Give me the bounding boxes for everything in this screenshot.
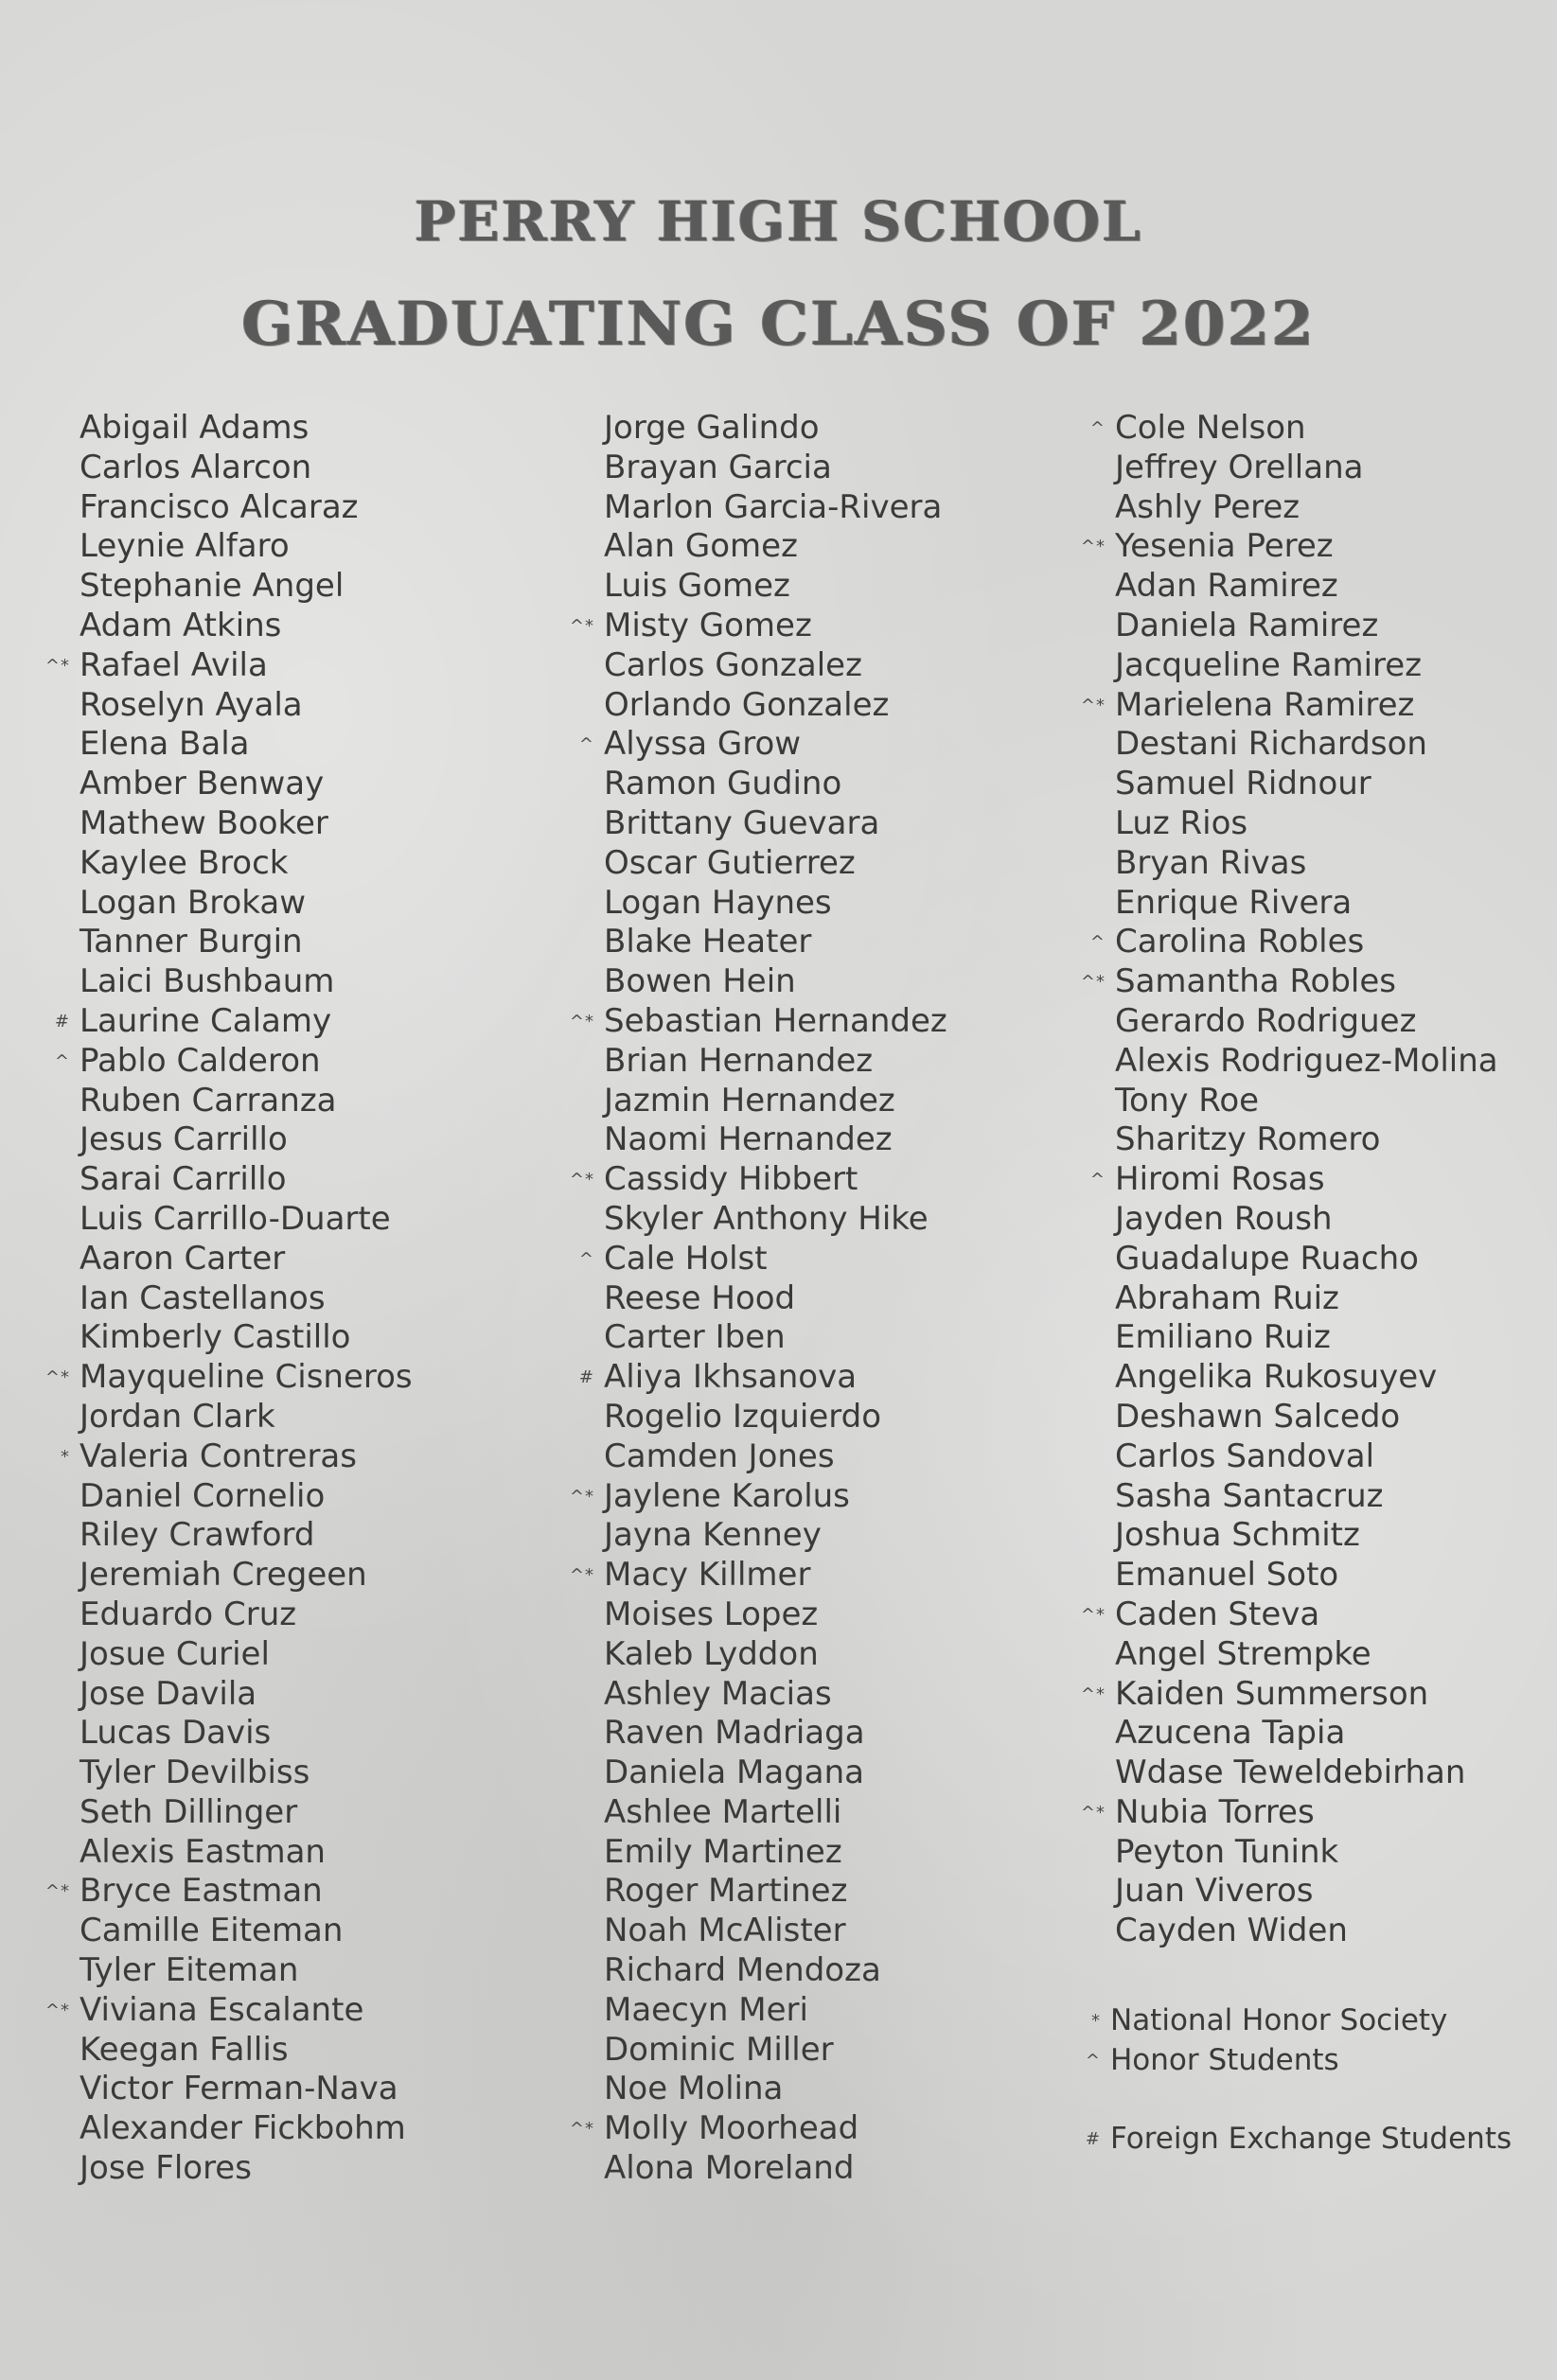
graduate-name: Camden Jones bbox=[604, 1437, 835, 1475]
graduate-entry bbox=[1080, 685, 1498, 726]
graduate-name: Juan Viveros bbox=[1115, 1872, 1314, 1911]
graduate-entry bbox=[80, 1398, 413, 1437]
legend bbox=[1085, 2001, 1513, 2160]
graduate-entry bbox=[604, 2031, 947, 2071]
graduate-name: Misty Gomez bbox=[604, 606, 812, 644]
graduate-entry bbox=[604, 765, 947, 804]
graduate-entry bbox=[604, 1120, 947, 1160]
graduate-entry bbox=[604, 1595, 947, 1635]
graduate-name: Brittany Guevara bbox=[604, 803, 880, 842]
graduate-entry bbox=[1115, 607, 1498, 646]
graduate-entry bbox=[1115, 1240, 1498, 1279]
graduate-name: Jose Flores bbox=[80, 2149, 252, 2188]
graduate-entry bbox=[80, 1318, 413, 1358]
graduate-entry bbox=[604, 1793, 947, 1833]
honor-mark: ^* bbox=[569, 1565, 594, 1586]
graduate-entry bbox=[604, 1318, 947, 1358]
graduate-name: Ashly Perez bbox=[1115, 487, 1300, 526]
graduate-entry bbox=[80, 962, 413, 1002]
graduate-name: Richard Mendoza bbox=[604, 1951, 881, 1990]
graduate-name: Blake Heater bbox=[604, 923, 812, 961]
graduate-name: Carter Iben bbox=[604, 1318, 786, 1357]
graduate-name: Yesenia Perez bbox=[1115, 527, 1334, 566]
graduate-name: Maecyn Meri bbox=[604, 1990, 808, 2029]
graduate-name: Guadalupe Ruacho bbox=[1115, 1239, 1419, 1278]
graduate-name: Deshawn Salcedo bbox=[1115, 1397, 1401, 1436]
graduate-name: Stephanie Angel bbox=[80, 567, 345, 606]
honor-mark: ^ bbox=[1089, 932, 1106, 953]
graduate-name: Daniel Cornelio bbox=[80, 1476, 326, 1515]
graduate-entry bbox=[1115, 1635, 1498, 1675]
graduate-name: Jorge Galindo bbox=[604, 409, 820, 447]
graduate-entry bbox=[604, 1872, 947, 1912]
graduate-entry bbox=[1089, 1160, 1498, 1200]
graduate-entry bbox=[1115, 1516, 1498, 1556]
graduate-name: Gerardo Rodriguez bbox=[1115, 1001, 1417, 1040]
graduate-name: Cale Holst bbox=[604, 1239, 768, 1278]
graduate-entry bbox=[604, 686, 947, 726]
graduate-name: Marielena Ramirez bbox=[1115, 685, 1415, 724]
graduate-name: Noah McAlister bbox=[604, 1912, 846, 1950]
graduate-entry bbox=[80, 1120, 413, 1160]
graduate-entry bbox=[604, 409, 947, 449]
graduate-name: Victor Ferman-Nava bbox=[80, 2070, 398, 2108]
graduate-name: Macy Killmer bbox=[604, 1556, 811, 1595]
graduate-entry bbox=[80, 1951, 413, 1991]
graduate-name: Mathew Booker bbox=[80, 803, 328, 842]
graduate-entry bbox=[80, 844, 413, 884]
graduate-entry bbox=[1115, 1556, 1498, 1595]
honor-mark: ^* bbox=[1080, 1604, 1106, 1625]
graduate-name: Laici Bushbaum bbox=[80, 962, 335, 1001]
graduate-name: Logan Brokaw bbox=[80, 883, 307, 922]
honor-mark: ^* bbox=[44, 2000, 70, 2020]
names-column-3 bbox=[1080, 409, 1498, 1951]
graduate-entry bbox=[80, 2031, 413, 2071]
graduate-entry bbox=[604, 1833, 947, 1873]
graduate-name: Kaiden Summerson bbox=[1115, 1674, 1429, 1713]
graduate-name: Roselyn Ayala bbox=[80, 685, 303, 724]
honor-mark: ^* bbox=[569, 1486, 594, 1507]
graduate-entry bbox=[1115, 1042, 1498, 1082]
graduate-entry bbox=[1115, 646, 1498, 686]
honor-mark: ^ bbox=[54, 1050, 70, 1071]
graduate-entry bbox=[604, 844, 947, 884]
graduate-entry bbox=[604, 884, 947, 924]
honor-mark: # bbox=[578, 1367, 594, 1388]
graduate-name: Ian Castellanos bbox=[80, 1278, 326, 1317]
graduate-name: Emily Martinez bbox=[604, 1832, 842, 1871]
graduate-entry bbox=[80, 1595, 413, 1635]
graduate-name: Alyssa Grow bbox=[604, 725, 802, 764]
graduate-name: Jazmin Hernandez bbox=[604, 1081, 895, 1119]
graduate-entry bbox=[54, 1041, 413, 1082]
graduate-entry bbox=[1115, 1833, 1498, 1873]
graduate-entry bbox=[604, 449, 947, 488]
honor-mark: ^ bbox=[578, 734, 594, 755]
graduate-entry bbox=[1115, 804, 1498, 844]
graduate-name: Molly Moorhead bbox=[604, 2109, 859, 2148]
graduate-name: Raven Madriaga bbox=[604, 1714, 865, 1753]
graduate-name: Amber Benway bbox=[80, 765, 325, 803]
graduate-entry bbox=[61, 1437, 413, 1477]
graduate-name: Luis Gomez bbox=[604, 567, 790, 606]
graduate-entry bbox=[1115, 1318, 1498, 1358]
graduate-entry bbox=[604, 2070, 947, 2109]
graduate-entry bbox=[80, 884, 413, 924]
graduate-entry bbox=[1080, 1792, 1498, 1833]
graduate-entry bbox=[80, 409, 413, 449]
honor-mark: ^* bbox=[44, 1881, 70, 1902]
graduate-name: Tyler Devilbiss bbox=[80, 1754, 310, 1792]
graduate-entry bbox=[1115, 844, 1498, 884]
graduate-entry bbox=[44, 1872, 413, 1912]
graduate-name: Rafael Avila bbox=[80, 645, 268, 684]
graduate-name: Bowen Hein bbox=[604, 962, 796, 1001]
graduate-name: Aliya Ikhsanova bbox=[604, 1358, 858, 1397]
graduate-name: Brian Hernandez bbox=[604, 1041, 874, 1080]
graduate-name: Luz Rios bbox=[1115, 803, 1248, 842]
legend-mark: * bbox=[1091, 2011, 1101, 2031]
graduate-name: Jesus Carrillo bbox=[80, 1120, 288, 1159]
graduate-name: Oscar Gutierrez bbox=[604, 843, 856, 882]
graduate-name: Azucena Tapia bbox=[1115, 1714, 1346, 1753]
graduate-entry bbox=[569, 606, 947, 646]
graduate-name: Jayna Kenney bbox=[604, 1516, 822, 1555]
honor-mark: ^* bbox=[1080, 1684, 1106, 1704]
graduate-entry bbox=[569, 1556, 947, 1595]
graduate-entry bbox=[569, 2109, 947, 2149]
graduate-entry bbox=[1089, 923, 1498, 962]
graduate-entry bbox=[604, 488, 947, 528]
graduate-entry bbox=[604, 1991, 947, 2031]
graduate-name: Rogelio Izquierdo bbox=[604, 1397, 882, 1436]
graduate-name: Noe Molina bbox=[604, 2070, 784, 2108]
graduate-entry bbox=[1115, 449, 1498, 488]
graduate-name: Aaron Carter bbox=[80, 1239, 286, 1278]
graduate-entry bbox=[604, 1516, 947, 1556]
honor-mark: ^ bbox=[1089, 1170, 1106, 1190]
graduate-entry bbox=[1080, 962, 1498, 1002]
graduate-entry bbox=[80, 686, 413, 726]
graduate-name: Carolina Robles bbox=[1115, 923, 1365, 961]
graduate-entry bbox=[604, 527, 947, 567]
graduate-name: Alexis Rodriguez-Molina bbox=[1115, 1041, 1498, 1080]
graduate-name: Dominic Miller bbox=[604, 2030, 834, 2069]
names-column-1 bbox=[44, 409, 413, 2189]
graduate-entry bbox=[80, 1635, 413, 1675]
graduate-entry bbox=[604, 1675, 947, 1715]
graduate-name: Sebastian Hernandez bbox=[604, 1001, 947, 1040]
graduate-name: Joshua Schmitz bbox=[1115, 1516, 1360, 1555]
graduate-name: Cassidy Hibbert bbox=[604, 1160, 858, 1199]
graduate-name: Angel Strempke bbox=[1115, 1634, 1371, 1673]
graduate-name: Seth Dillinger bbox=[80, 1792, 298, 1831]
graduate-entry bbox=[1115, 488, 1498, 528]
graduate-name: Carlos Sandoval bbox=[1115, 1437, 1375, 1475]
graduate-name: Tanner Burgin bbox=[80, 923, 303, 961]
graduate-entry bbox=[80, 1200, 413, 1240]
graduate-name: Abigail Adams bbox=[80, 409, 310, 447]
graduate-entry bbox=[604, 646, 947, 686]
graduate-entry bbox=[80, 923, 413, 962]
graduate-entry bbox=[80, 1556, 413, 1595]
graduate-name: Jayden Roush bbox=[1115, 1199, 1333, 1238]
graduate-name: Jordan Clark bbox=[80, 1397, 275, 1436]
honor-mark: ^* bbox=[44, 1367, 70, 1388]
legend-label: Honor Students bbox=[1110, 2042, 1339, 2077]
graduate-entry bbox=[604, 567, 947, 607]
graduate-name: Emanuel Soto bbox=[1115, 1556, 1339, 1595]
graduate-entry bbox=[1115, 1872, 1498, 1912]
graduate-entry bbox=[604, 1042, 947, 1082]
honor-mark: ^* bbox=[44, 655, 70, 676]
graduate-name: Sharitzy Romero bbox=[1115, 1120, 1381, 1159]
graduate-name: Kaleb Lyddon bbox=[604, 1634, 819, 1673]
graduate-entry bbox=[569, 1001, 947, 1042]
graduate-name: Daniela Magana bbox=[604, 1754, 864, 1792]
graduate-name: Jacqueline Ramirez bbox=[1115, 645, 1423, 684]
legend-spacer bbox=[1110, 2081, 1512, 2121]
graduate-entry bbox=[44, 645, 413, 686]
legend-item-honor bbox=[1085, 2041, 1512, 2081]
graduate-entry bbox=[80, 2149, 413, 2189]
graduate-name: Pablo Calderon bbox=[80, 1041, 321, 1080]
graduate-entry bbox=[604, 1279, 947, 1319]
graduate-entry bbox=[1115, 1358, 1498, 1398]
graduate-entry bbox=[80, 1714, 413, 1754]
graduate-name: Samantha Robles bbox=[1115, 962, 1397, 1001]
graduate-name: Laurine Calamy bbox=[80, 1001, 332, 1040]
graduate-name: Nubia Torres bbox=[1115, 1792, 1315, 1831]
graduate-name: Elena Bala bbox=[80, 725, 250, 764]
graduate-name: Cayden Widen bbox=[1115, 1912, 1348, 1950]
graduate-entry bbox=[80, 1240, 413, 1279]
graduate-name: Carlos Alarcon bbox=[80, 448, 312, 486]
honor-mark: # bbox=[54, 1011, 70, 1031]
graduate-name: Skyler Anthony Hike bbox=[604, 1199, 929, 1238]
graduate-name: Ashlee Martelli bbox=[604, 1792, 842, 1831]
graduate-name: Mayqueline Cisneros bbox=[80, 1358, 413, 1397]
graduate-entry bbox=[1115, 1398, 1498, 1437]
honor-mark: ^* bbox=[569, 615, 594, 636]
graduate-entry bbox=[80, 2109, 413, 2149]
graduate-entry bbox=[80, 1754, 413, 1793]
graduate-entry bbox=[80, 765, 413, 804]
graduate-name: Samuel Ridnour bbox=[1115, 765, 1371, 803]
graduate-entry bbox=[578, 725, 947, 765]
graduate-entry bbox=[1115, 1912, 1498, 1951]
honor-mark: ^* bbox=[569, 2119, 594, 2140]
graduate-entry bbox=[80, 1477, 413, 1517]
legend-mark: ^ bbox=[1085, 2050, 1101, 2071]
graduate-entry bbox=[578, 1239, 947, 1279]
graduate-entry bbox=[80, 1516, 413, 1556]
graduate-name: Adam Atkins bbox=[80, 606, 282, 644]
graduate-name: Josue Curiel bbox=[80, 1634, 270, 1673]
graduate-entry bbox=[604, 1951, 947, 1991]
graduate-name: Jose Davila bbox=[80, 1674, 257, 1713]
graduate-name: Brayan Garcia bbox=[604, 448, 832, 486]
graduate-entry bbox=[604, 2149, 947, 2189]
graduate-name: Ruben Carranza bbox=[80, 1081, 337, 1119]
graduate-name: Leynie Alfaro bbox=[80, 527, 290, 566]
graduate-entry bbox=[1115, 1002, 1498, 1042]
graduate-entry bbox=[1115, 1279, 1498, 1319]
graduate-entry bbox=[604, 1200, 947, 1240]
graduate-name: Jeremiah Cregeen bbox=[80, 1556, 367, 1595]
honor-mark: ^* bbox=[1080, 972, 1106, 993]
graduate-entry bbox=[80, 1912, 413, 1951]
graduate-name: Keegan Fallis bbox=[80, 2030, 289, 2069]
graduate-entry bbox=[1115, 1714, 1498, 1754]
class-title: GRADUATING CLASS OF 2022 bbox=[241, 289, 1316, 360]
graduate-name: Luis Carrillo-Duarte bbox=[80, 1199, 391, 1238]
graduate-name: Logan Haynes bbox=[604, 883, 832, 922]
graduate-entry bbox=[578, 1358, 947, 1398]
graduate-entry bbox=[1089, 409, 1498, 449]
graduate-name: Tyler Eiteman bbox=[80, 1951, 299, 1990]
graduate-entry bbox=[80, 1160, 413, 1200]
graduate-entry bbox=[80, 2070, 413, 2109]
honor-mark: ^* bbox=[1080, 537, 1106, 557]
graduate-name: Kimberly Castillo bbox=[80, 1318, 351, 1357]
graduate-name: Emiliano Ruiz bbox=[1115, 1318, 1331, 1357]
graduate-entry bbox=[1115, 1200, 1498, 1240]
honor-mark: ^ bbox=[578, 1248, 594, 1269]
legend-label: Foreign Exchange Students bbox=[1110, 2122, 1513, 2157]
graduate-entry bbox=[604, 1635, 947, 1675]
graduate-entry bbox=[1115, 725, 1498, 765]
graduate-name: Reese Hood bbox=[604, 1278, 796, 1317]
graduate-entry bbox=[604, 1912, 947, 1951]
graduate-entry bbox=[604, 1398, 947, 1437]
graduate-entry bbox=[80, 1793, 413, 1833]
graduate-name: Naomi Hernandez bbox=[604, 1120, 893, 1159]
graduate-entry bbox=[80, 804, 413, 844]
graduate-name: Riley Crawford bbox=[80, 1516, 315, 1555]
honor-mark: ^* bbox=[1080, 1802, 1106, 1823]
graduate-name: Cole Nelson bbox=[1115, 409, 1306, 447]
legend-item-exchange bbox=[1085, 2120, 1513, 2160]
graduate-entry bbox=[80, 449, 413, 488]
graduate-entry bbox=[1115, 884, 1498, 924]
graduate-entry bbox=[80, 1082, 413, 1121]
graduate-entry bbox=[604, 1714, 947, 1754]
graduate-name: Viviana Escalante bbox=[80, 1990, 364, 2029]
honor-mark: ^* bbox=[569, 1011, 594, 1031]
names-column-2 bbox=[569, 409, 947, 2189]
graduate-entry bbox=[604, 1082, 947, 1121]
graduate-name: Jaylene Karolus bbox=[604, 1476, 850, 1515]
graduate-name: Alona Moreland bbox=[604, 2149, 855, 2188]
graduate-entry bbox=[44, 1990, 413, 2031]
graduate-name: Abraham Ruiz bbox=[1115, 1278, 1339, 1317]
graduate-name: Orlando Gonzalez bbox=[604, 685, 890, 724]
graduate-entry bbox=[1115, 1477, 1498, 1517]
graduate-name: Francisco Alcaraz bbox=[80, 487, 359, 526]
legend-label: National Honor Society bbox=[1110, 2003, 1448, 2037]
graduate-name: Moises Lopez bbox=[604, 1595, 819, 1633]
graduate-name: Tony Roe bbox=[1115, 1081, 1260, 1119]
honor-mark: ^* bbox=[1080, 695, 1106, 715]
graduate-name: Caden Steva bbox=[1115, 1595, 1320, 1633]
graduate-name: Adan Ramirez bbox=[1115, 567, 1338, 606]
honor-mark: ^* bbox=[569, 1170, 594, 1190]
graduate-name: Hiromi Rosas bbox=[1115, 1160, 1325, 1199]
graduate-entry bbox=[80, 607, 413, 646]
graduate-entry bbox=[80, 1833, 413, 1873]
graduate-entry bbox=[1115, 1082, 1498, 1121]
graduate-entry bbox=[604, 1754, 947, 1793]
graduate-name: Roger Martinez bbox=[604, 1872, 848, 1911]
graduate-entry bbox=[569, 1160, 947, 1200]
graduate-name: Sasha Santacruz bbox=[1115, 1476, 1384, 1515]
graduate-entry bbox=[1080, 1674, 1498, 1715]
legend-mark: # bbox=[1085, 2129, 1101, 2150]
graduate-name: Carlos Gonzalez bbox=[604, 645, 862, 684]
graduate-entry bbox=[80, 1675, 413, 1715]
graduate-entry bbox=[1115, 765, 1498, 804]
graduate-name: Peyton Tunink bbox=[1115, 1832, 1339, 1871]
graduate-name: Ashley Macias bbox=[604, 1674, 832, 1713]
graduate-name: Marlon Garcia-Rivera bbox=[604, 487, 943, 526]
graduate-name: Alexander Fickbohm bbox=[80, 2109, 406, 2148]
honor-mark: * bbox=[61, 1446, 70, 1467]
graduate-entry bbox=[604, 962, 947, 1002]
graduate-name: Bryan Rivas bbox=[1115, 843, 1307, 882]
graduate-name: Destani Richardson bbox=[1115, 725, 1427, 764]
graduate-name: Bryce Eastman bbox=[80, 1872, 323, 1911]
graduate-entry bbox=[569, 1476, 947, 1517]
graduate-name: Camille Eiteman bbox=[80, 1912, 344, 1950]
graduate-entry bbox=[604, 1437, 947, 1477]
graduate-entry bbox=[80, 725, 413, 765]
graduate-entry bbox=[604, 923, 947, 962]
graduate-name: Alan Gomez bbox=[604, 527, 798, 566]
graduate-entry bbox=[1115, 567, 1498, 607]
graduate-name: Alexis Eastman bbox=[80, 1832, 326, 1871]
graduate-name: Ramon Gudino bbox=[604, 765, 842, 803]
graduate-name: Valeria Contreras bbox=[80, 1437, 357, 1475]
legend-item-nhs bbox=[1091, 2001, 1512, 2041]
graduate-name: Wdase Teweldebirhan bbox=[1115, 1754, 1466, 1792]
graduate-entry bbox=[1080, 1595, 1498, 1635]
graduate-entry bbox=[1115, 1437, 1498, 1477]
graduate-entry bbox=[80, 567, 413, 607]
graduate-entry bbox=[44, 1358, 413, 1398]
school-title: PERRY HIGH SCHOOL bbox=[414, 189, 1143, 254]
graduate-name: Lucas Davis bbox=[80, 1714, 272, 1753]
graduate-entry bbox=[80, 527, 413, 567]
honor-mark: ^ bbox=[1089, 418, 1106, 438]
graduate-name: Kaylee Brock bbox=[80, 843, 289, 882]
graduate-entry bbox=[54, 1001, 413, 1042]
graduate-name: Daniela Ramirez bbox=[1115, 606, 1379, 644]
graduate-name: Jeffrey Orellana bbox=[1115, 448, 1364, 486]
graduate-name: Eduardo Cruz bbox=[80, 1595, 297, 1633]
graduate-entry bbox=[1115, 1120, 1498, 1160]
graduate-entry bbox=[604, 804, 947, 844]
graduate-entry bbox=[1080, 527, 1498, 567]
graduate-entry bbox=[1115, 1754, 1498, 1793]
graduate-name: Enrique Rivera bbox=[1115, 883, 1353, 922]
graduate-name: Angelika Rukosuyev bbox=[1115, 1358, 1438, 1397]
graduate-entry bbox=[80, 1279, 413, 1319]
graduate-entry bbox=[80, 488, 413, 528]
graduate-name: Sarai Carrillo bbox=[80, 1160, 287, 1199]
